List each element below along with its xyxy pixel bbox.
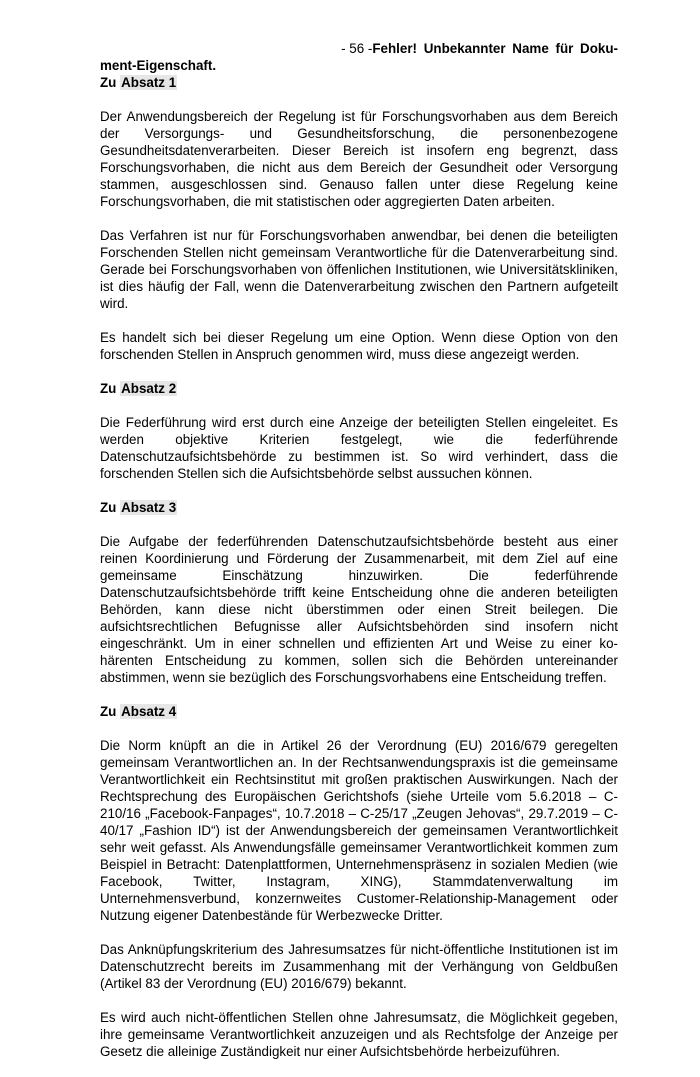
section-heading-highlight: Absatz 3: [121, 500, 177, 515]
section-heading-highlight: Absatz 2: [121, 381, 177, 396]
section-heading-prefix: Zu: [100, 381, 121, 396]
section-heading: [100, 703, 618, 720]
section-heading: [100, 380, 618, 397]
section-heading-highlight: Absatz 1: [121, 75, 177, 90]
section-heading-prefix: Zu: [100, 704, 121, 719]
document-body: [100, 74, 618, 1060]
body-paragraph: Der Anwendungsbereich der Regelung ist für Forschungsvorhaben aus dem Bereich der Versorgungs- und Gesundheitsforschung, die personenbezogene Gesundheitsdatenverarbeiten. Dieser Bereich ist insofern eng begrenzt, dass Forschungsvorhaben, die nicht aus dem Bereich der Gesundheit oder Versorgung stammen, ausgeschlossen sind. Genauso fallen unter diese Regelung keine Forschungsvorhaben, die mit statistischen oder aggregierten Daten arbeiten.: [100, 109, 618, 209]
body-paragraph: Die Norm knüpft an die in Artikel 26 der Verordnung (EU) 2016/679 geregelten gemeinsam Verantwortlichen an. In der Rechtsanwendungspraxis ist die gemeinsame Verantwortlichkeit ein Rechtsinstitut mit großen praktischen Auswirkungen. Nach der Rechtsprechung des Europäischen Gerichtshofs (siehe Urteile vom 5.6.2018 – C-210/16 „Facebook-Fanpages“, 10.7.2018 – C-25/17 „Zeugen Jehovas“, 29.7.2019 – C-40/17 „Fashion ID“) ist der Anwendungsbereich der gemeinsamen Verantwortlichkeit sehr weit gefasst. Als Anwendungsfälle gemeinsamer Verantwortlichkeit kommen zum Beispiel in Betracht: Datenplattformen, Unternehmenspräsenz in sozialen Medien (wie Facebook, Twitter, Instagram, XING), Stammdatenverwaltung im Unternehmensverbund, konzernweites Customer-Relationship-Management oder Nutzung eigener Datenbestände für Werbezwecke Dritter.: [100, 738, 618, 923]
section-heading: [100, 499, 618, 516]
section-heading: [100, 74, 618, 91]
page-header: [100, 40, 618, 57]
body-paragraph: Das Verfahren ist nur für Forschungsvorhaben anwendbar, bei denen die beteiligten Forschenden Stellen nicht gemeinsam Verantwortliche für die Datenverarbeitung sind. Gerade bei Forschungsvorhaben von öffenlichen Institutionen, wie Universitätskliniken, ist dies häufig der Fall, wenn die Datenverarbeitung zwischen den Partnern aufgeteilt wird.: [100, 228, 618, 311]
body-paragraph: Die Aufgabe der federführenden Datenschutzaufsichtsbehörde besteht aus einer reinen Koordinierung und Förderung der Zusammenarbeit, mit dem Ziel auf eine gemeinsame Einschätzung hinzuwirken. Die federführende Datenschutzaufsichtsbehörde trifft keine Entscheidung ohne die anderen beteiligten Behörden, kann diese nicht überstimmen oder einen Streit beilegen. Die aufsichtsrechtlichen Befugnisse aller Aufsichtsbehörden sind insofern nicht eingeschränkt. Um in einer schnellen und effizienten Art und Weise zu einer kohärenten Entscheidung zu kommen, sollen sich die Behörden untereinander abstimmen, wenn sie bezüglich des Forschungsvorhabens eine Entscheidung treffen.: [100, 534, 618, 685]
body-paragraph: Es wird auch nicht-öffentlichen Stellen ohne Jahresumsatz, die Möglichkeit gegeben, ihre gemeinsame Verantwortlichkeit anzuzeigen und als Rechtsfolge der Anzeige per Gesetz die alleinige Zuständigkeit nur einer Aufsichtsbehörde herbeizuführen.: [100, 1010, 618, 1059]
header-error-text: Fehler! Unbekannter Name für Doku-: [372, 41, 618, 56]
body-paragraph: Das Anknüpfungskriterium des Jahresumsatzes für nicht-öffentliche Institutionen ist im Datenschutzrecht bereits im Zusammenhang mit der Verhängung von Geldbußen (Artikel 83 der Verordnung (EU) 2016/679) bekannt.: [100, 942, 618, 991]
header-continuation: ment-Eigenschaft.: [100, 58, 217, 73]
section-heading-highlight: Absatz 4: [121, 704, 177, 719]
body-paragraph: Es handelt sich bei dieser Regelung um eine Option. Wenn diese Option von den forschenden Stellen in Anspruch genommen wird, muss diese angezeigt werden.: [100, 330, 618, 362]
page-number: - 56 -: [341, 41, 373, 56]
section-heading-prefix: Zu: [100, 500, 121, 515]
section-heading-prefix: Zu: [100, 75, 121, 90]
body-paragraph: Die Federführung wird erst durch eine Anzeige der beteiligten Stellen eingeleitet. Es werden objektive Kriterien festgelegt, wie die federführende Datenschutzaufsichtsbehörde zu bestimmen ist. So wird verhindert, dass die forschenden Stellen sich die Aufsichtsbehörde selbst aussuchen können.: [100, 415, 618, 481]
document-page: [100, 40, 618, 1077]
